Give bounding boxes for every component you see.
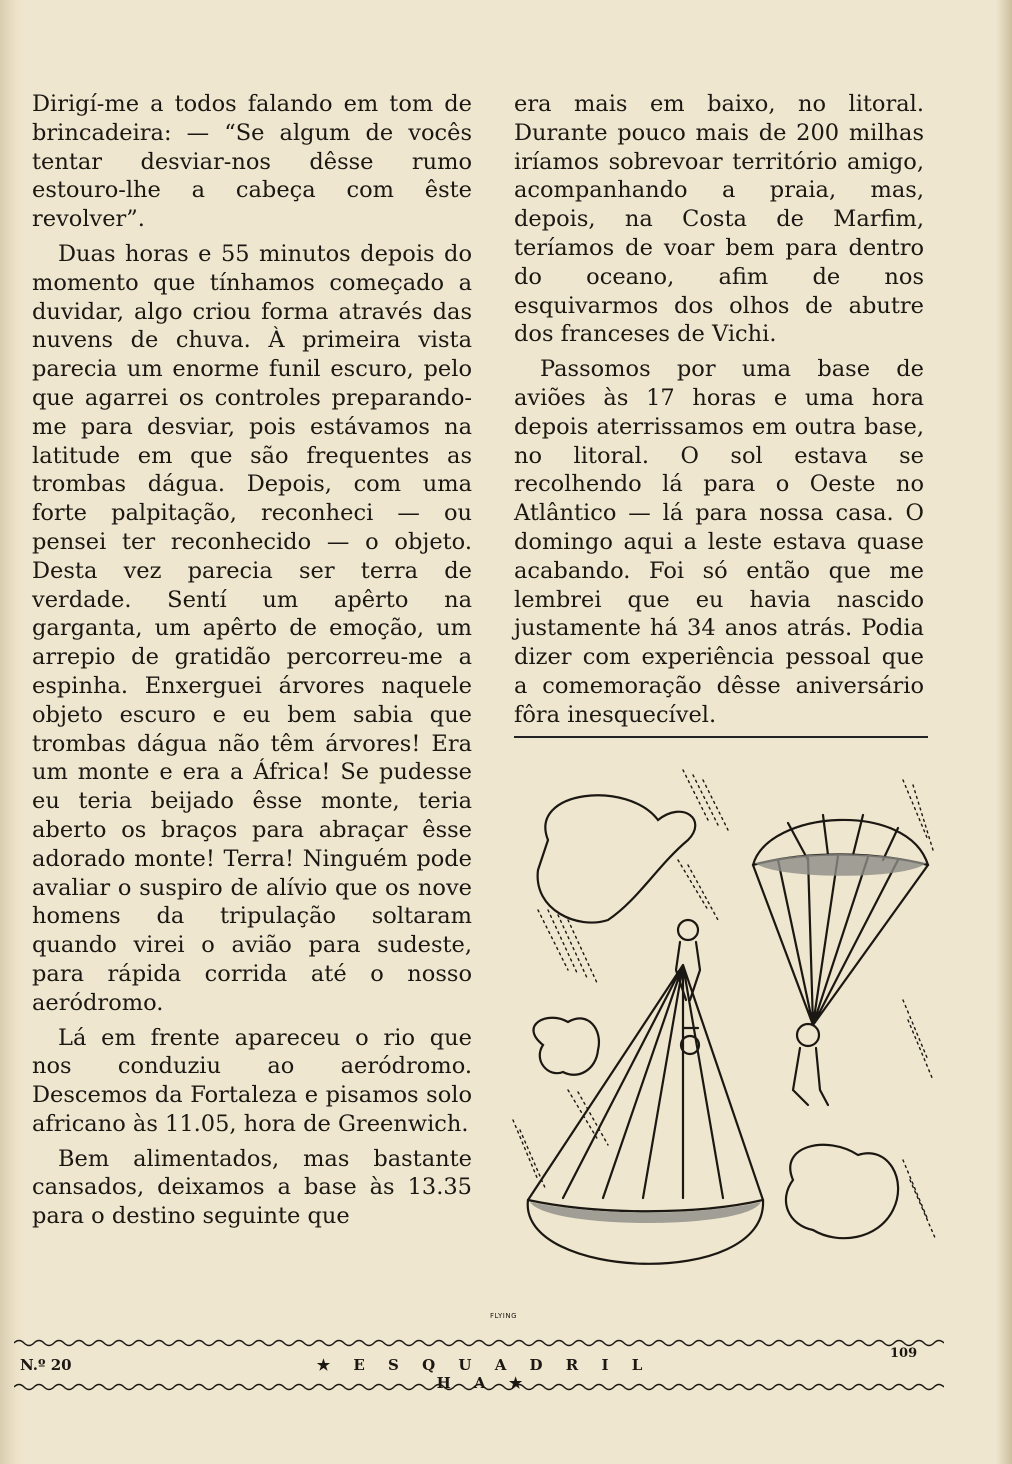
cloud-shape: [786, 1145, 898, 1238]
footer-wave-border: [14, 1338, 944, 1348]
page-footer: [14, 1334, 944, 1394]
page-shadow-left: [0, 0, 26, 1464]
page-shadow-right: [996, 0, 1012, 1464]
paragraph: Passomos por uma base de aviões às 17 horas e uma hora depois aterrissamos em outra base, no litoral. O sol estava se recolhendo lá para o Oeste no Atlântico — lá para nossa casa. O domingo aqui a leste estava quase acabando. Foi só então que me lembrei que eu havia nascido justamente há 34 anos atrás. Podia dizer com experiência pessoal que a comemoração dêsse aniversário fôra inesquecível.: [514, 356, 924, 728]
magazine-title: ★ E S Q U A D R I L H A ★: [316, 1356, 652, 1392]
cloud-shape: [533, 1018, 598, 1075]
paragraph: Duas horas e 55 minutos depois do momento que tínhamos começado a duvidar, algo criou forma através das nuvens de chuva. À primeira vista parecia um enorme funil escuro, pelo que agarrei os controles preparando-me para desviar, pois estávamos na latitude em que são frequentes as trombas dágua. Depois, com uma forte palpitação, reconheci — ou pensei ter reconhecido — o objeto. Desta vez parecia ser terra de verdade. Sentí um apêrto na garganta, um apêrto de emoção, um arrepio de gratidão percorreu-me a espinha. Enxerguei árvores naquele objeto escuro e eu bem sabia que trombas dágua não têm árvores! Era um monte e era a África! Se pudesse eu teria beijado êsse monte, teria aberto os braços para abraçar êsse adorado monte! Terra! Ninguém pode avaliar o suspiro de alívio que os nove homens da tripulação soltaram quando virei o avião para sudeste, para rápida corrida até o nosso aeródromo.: [32, 240, 472, 1016]
right-text-column: [514, 90, 924, 730]
paragraph: era mais em baixo, no litoral. Durante pouco mais de 200 milhas iríamos sobrevoar território amigo, acompanhando a praia, mas, depois, na Costa de Marfim, teríamos de voar bem para dentro do oceano, afim de nos esquivarmos dos olhos de abutre dos franceses de Vichi.: [514, 91, 924, 348]
left-text-column: [32, 90, 472, 1231]
paragraph: Bem alimentados, mas bastante cansados, deixamos a base às 13.35 para o destino seguinte que: [32, 1145, 472, 1230]
footer-wave-border: [14, 1382, 944, 1392]
issue-number: N.º 20: [20, 1356, 72, 1374]
paragraph: Dirigí-me a todos falando em tom de brincadeira: — “Se algum de vocês tentar desviar-nos dêsse rumo estouro-lhe a cabeça com êste revolver”.: [32, 91, 472, 233]
artist-signature: FLYING: [490, 1312, 517, 1320]
cloud-shape: [538, 795, 696, 922]
page-number: 109: [890, 1346, 918, 1361]
section-divider: [514, 736, 928, 738]
parachute-illustration: [508, 760, 938, 1320]
paragraph: Lá em frente apareceu o rio que nos conduziu ao aeródromo. Descemos da Fortaleza e pisamos solo africano às 11.05, hora de Greenwich.: [32, 1024, 472, 1137]
